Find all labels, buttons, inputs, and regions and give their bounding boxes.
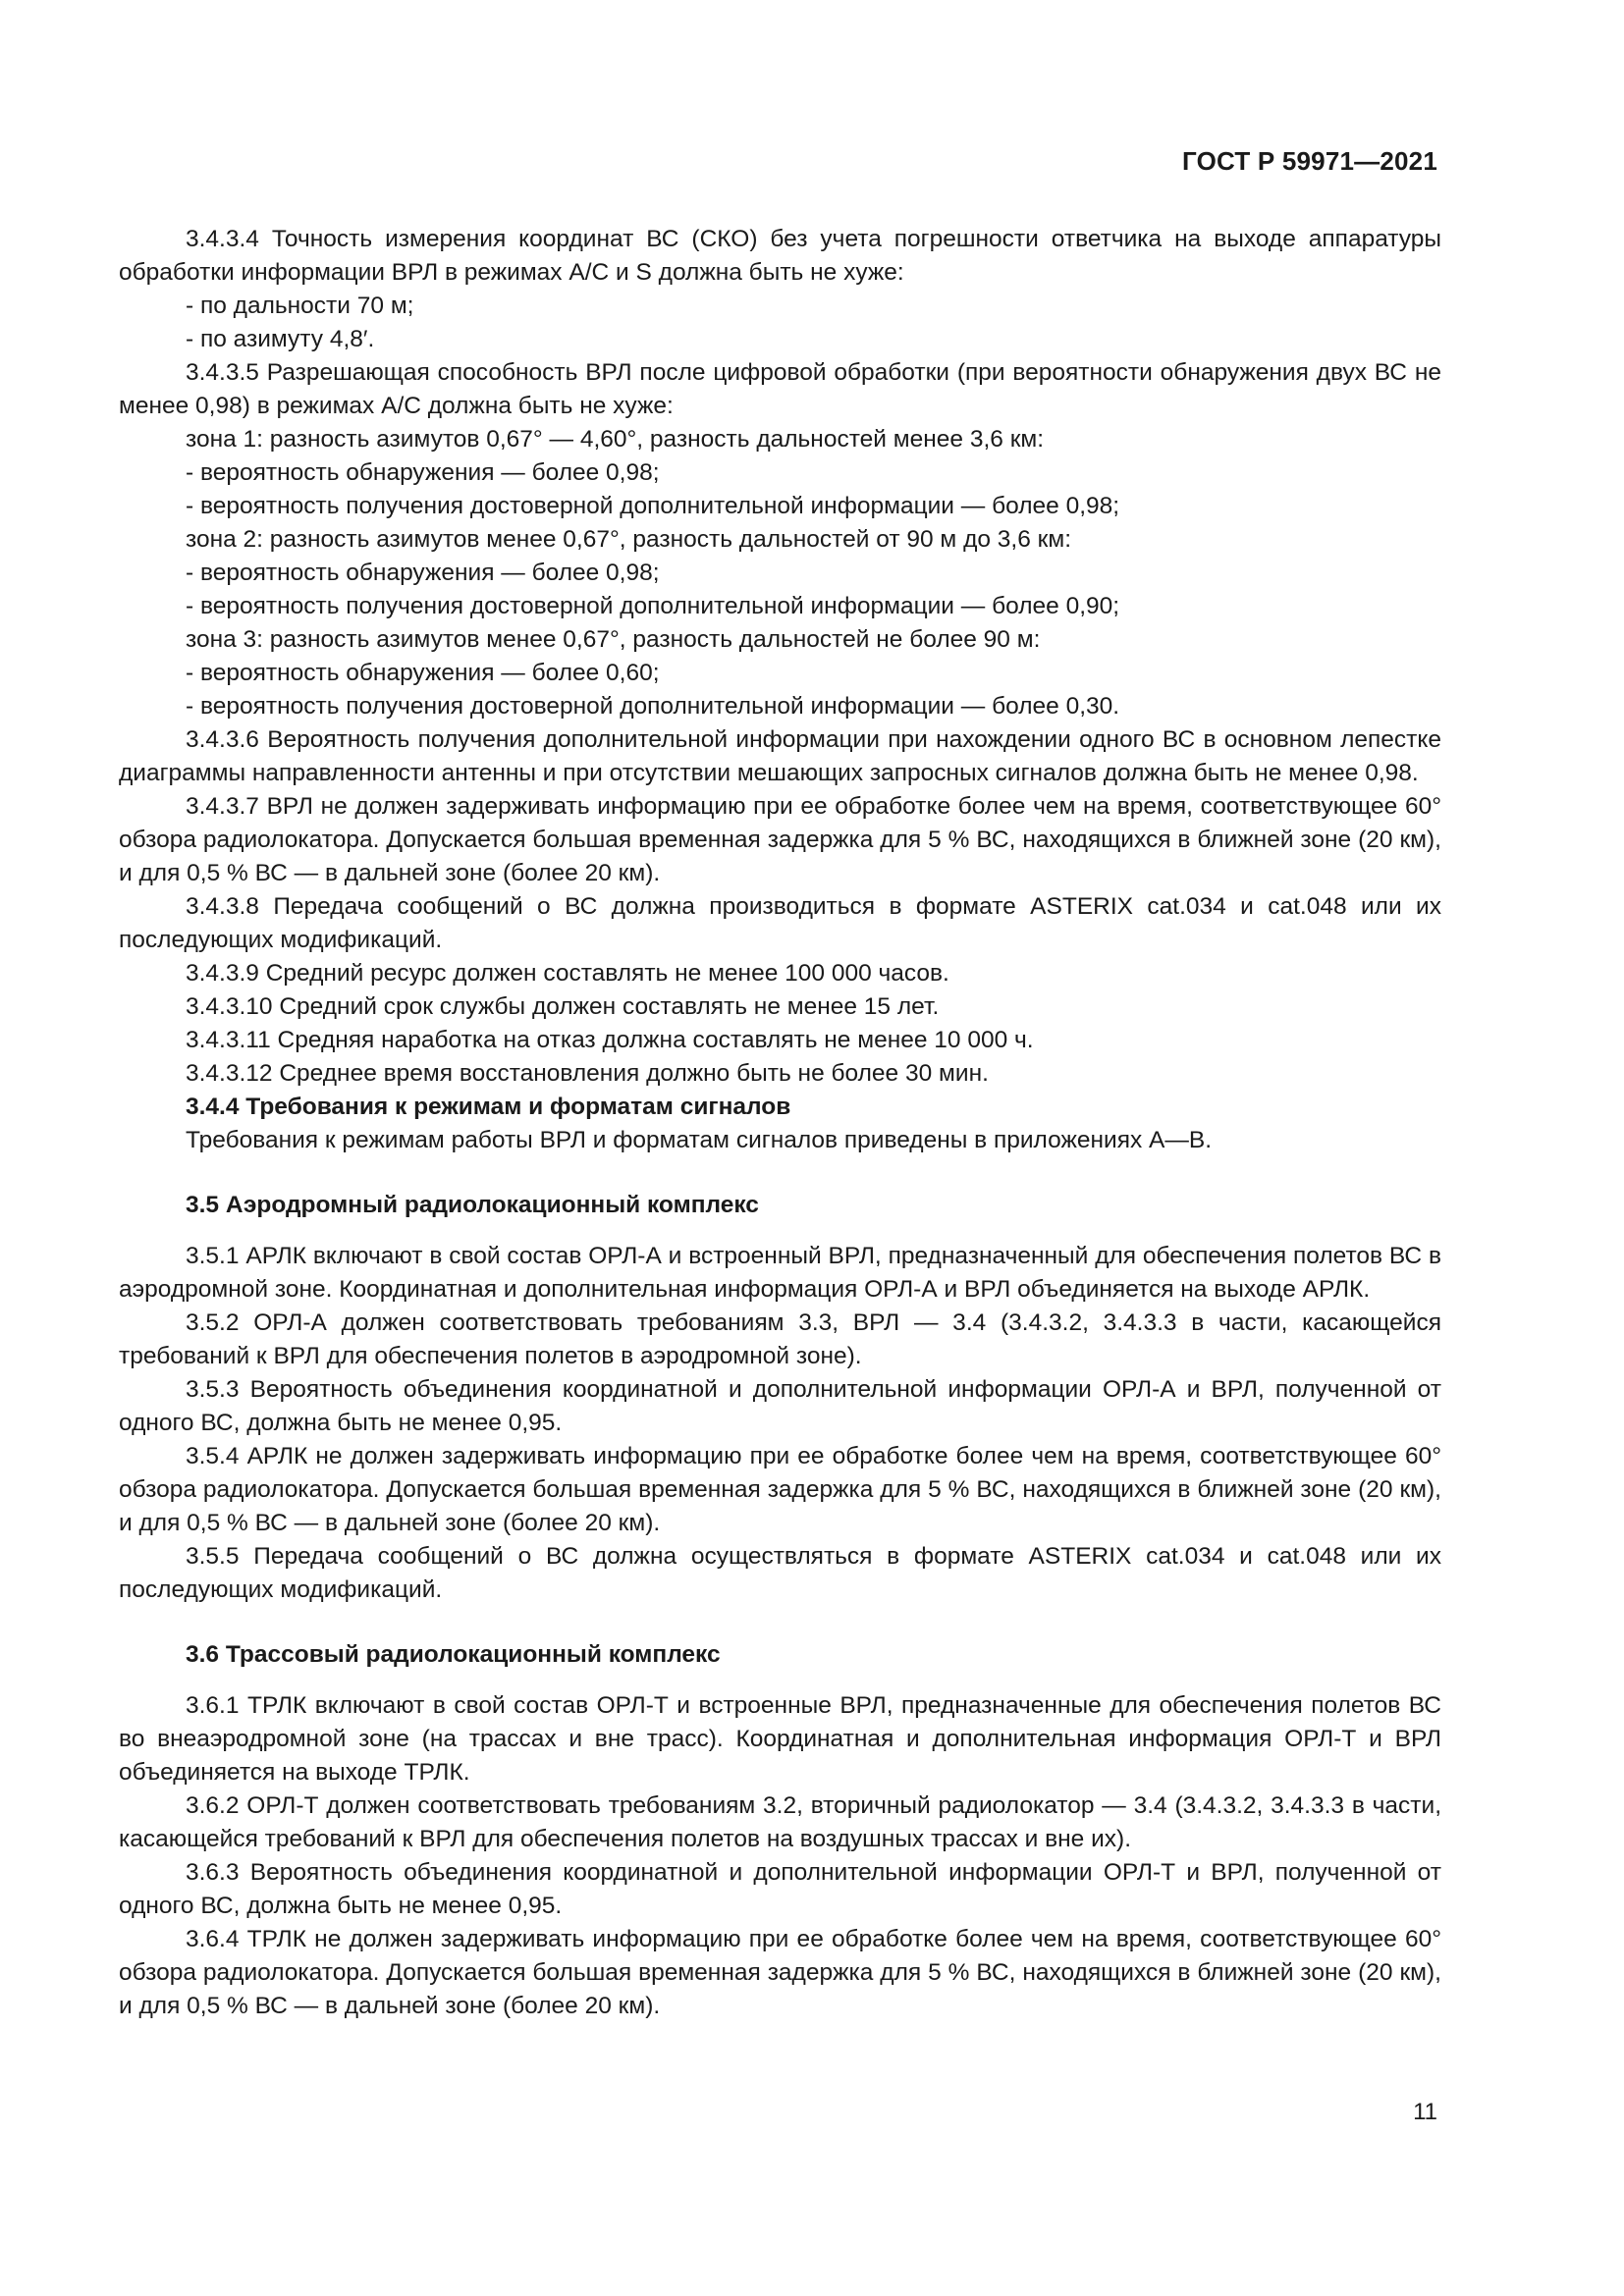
list-item: - по дальности 70 м; — [186, 293, 414, 319]
paragraph: 3.4.3.4 Точность измерения координат ВС (СКО) без учета погрешности ответчика на выходе аппаратуры обработки информации ВРЛ в режимах А/С и S должна быть не хуже: — [119, 226, 1441, 286]
list-item: - вероятность обнаружения — более 0,60; — [186, 660, 660, 686]
paragraph: 3.5.2 ОРЛ-А должен соответствовать требованиям 3.3, ВРЛ — 3.4 (3.4.3.2, 3.4.3.3 в части, касающейся требований к ВРЛ для обеспечения полетов в аэродромной зоне). — [119, 1309, 1441, 1369]
list-item: - вероятность обнаружения — более 0,98; — [186, 560, 660, 586]
list-item: - вероятность получения достоверной дополнительной информации — более 0,30. — [186, 693, 1120, 720]
paragraph: 3.4.3.12 Среднее время восстановления должно быть не более 30 мин. — [186, 1060, 989, 1087]
list-item: - вероятность обнаружения — более 0,98; — [186, 459, 660, 486]
list-item: - по азимуту 4,8′. — [186, 326, 375, 352]
zone-line: зона 3: разность азимутов менее 0,67°, разность дальностей не более 90 м: — [186, 626, 1041, 653]
section-heading: 3.5 Аэродромный радиолокационный комплекс — [186, 1192, 759, 1218]
paragraph: 3.5.5 Передача сообщений о ВС должна осуществляться в формате ASTERIX cat.034 и cat.048 или их последующих модификаций. — [119, 1543, 1441, 1603]
paragraph: 3.6.1 ТРЛК включают в свой состав ОРЛ-Т и встроенные ВРЛ, предназначенные для обеспечения полетов ВС во внеаэродромной зоне (на трассах и вне трасс). Координатная и дополнительная информация ОРЛ-Т и ВРЛ объединяется на выходе ТРЛК. — [119, 1692, 1441, 1786]
subsection-heading: 3.4.4 Требования к режимам и форматам сигналов — [186, 1094, 791, 1120]
paragraph: 3.4.3.9 Средний ресурс должен составлять не менее 100 000 часов. — [186, 960, 949, 987]
document-header: ГОСТ Р 59971—2021 — [1182, 146, 1437, 176]
paragraph: 3.6.3 Вероятность объединения координатной и дополнительной информации ОРЛ-Т и ВРЛ, полученной от одного ВС, должна быть не менее 0,95. — [119, 1859, 1441, 1919]
paragraph: 3.5.4 АРЛК не должен задерживать информацию при ее обработке более чем на время, соответствующее 60° обзора радиолокатора. Допускается большая временная задержка для 5 % ВС, находящихся в ближней зоне (20 км), и для 0,5 % ВС — в дальней зоне (более 20 км). — [119, 1443, 1441, 1536]
paragraph: Требования к режимам работы ВРЛ и форматам сигналов приведены в приложениях А—В. — [186, 1127, 1213, 1153]
list-item: - вероятность получения достоверной дополнительной информации — более 0,98; — [186, 493, 1120, 519]
paragraph: 3.5.1 АРЛК включают в свой состав ОРЛ-А и встроенный ВРЛ, предназначенный для обеспечения полетов ВС в аэродромной зоне. Координатная и дополнительная информация ОРЛ-А и ВРЛ объединяется на выходе АРЛК. — [119, 1243, 1441, 1303]
paragraph: 3.4.3.5 Разрешающая способность ВРЛ после цифровой обработки (при вероятности обнаружения двух ВС не менее 0,98) в режимах А/С должна быть не хуже: — [119, 359, 1441, 419]
paragraph: 3.6.2 ОРЛ-Т должен соответствовать требованиям 3.2, вторичный радиолокатор — 3.4 (3.4.3.2, 3.4.3.3 в части, касающейся требований к ВРЛ для обеспечения полетов на воздушных трассах и вне их). — [119, 1792, 1441, 1852]
section-heading: 3.6 Трассовый радиолокационный комплекс — [186, 1641, 721, 1668]
list-item: - вероятность получения достоверной дополнительной информации — более 0,90; — [186, 593, 1120, 619]
paragraph: 3.4.3.6 Вероятность получения дополнительной информации при нахождении одного ВС в основном лепестке диаграммы направленности антенны и при отсутствии мешающих запросных сигналов должна быть не менее 0,98. — [119, 726, 1441, 786]
zone-line: зона 1: разность азимутов 0,67° — 4,60°, разность дальностей менее 3,6 км: — [186, 426, 1045, 453]
page-number: 11 — [1413, 2099, 1437, 2125]
paragraph: 3.4.3.10 Средний срок службы должен составлять не менее 15 лет. — [186, 993, 940, 1020]
paragraph: 3.4.3.7 ВРЛ не должен задерживать информацию при ее обработке более чем на время, соответствующее 60° обзора радиолокатора. Допускается большая временная задержка для 5 % ВС, находящихся в ближней зоне (20 км), и для 0,5 % ВС — в дальней зоне (более 20 км). — [119, 793, 1441, 886]
paragraph: 3.5.3 Вероятность объединения координатной и дополнительной информации ОРЛ-А и ВРЛ, полученной от одного ВС, должна быть не менее 0,95. — [119, 1376, 1441, 1436]
paragraph: 3.4.3.11 Средняя наработка на отказ должна составлять не менее 10 000 ч. — [186, 1027, 1034, 1053]
document-body — [119, 223, 1441, 2023]
zone-line: зона 2: разность азимутов менее 0,67°, разность дальностей от 90 м до 3,6 км: — [186, 526, 1072, 553]
paragraph: 3.6.4 ТРЛК не должен задерживать информацию при ее обработке более чем на время, соответствующее 60° обзора радиолокатора. Допускается большая временная задержка для 5 % ВС, находящихся в ближней зоне (20 км), и для 0,5 % ВС — в дальней зоне (более 20 км). — [119, 1926, 1441, 2019]
paragraph: 3.4.3.8 Передача сообщений о ВС должна производиться в формате ASTERIX cat.034 и cat.048 или их последующих модификаций. — [119, 893, 1441, 953]
